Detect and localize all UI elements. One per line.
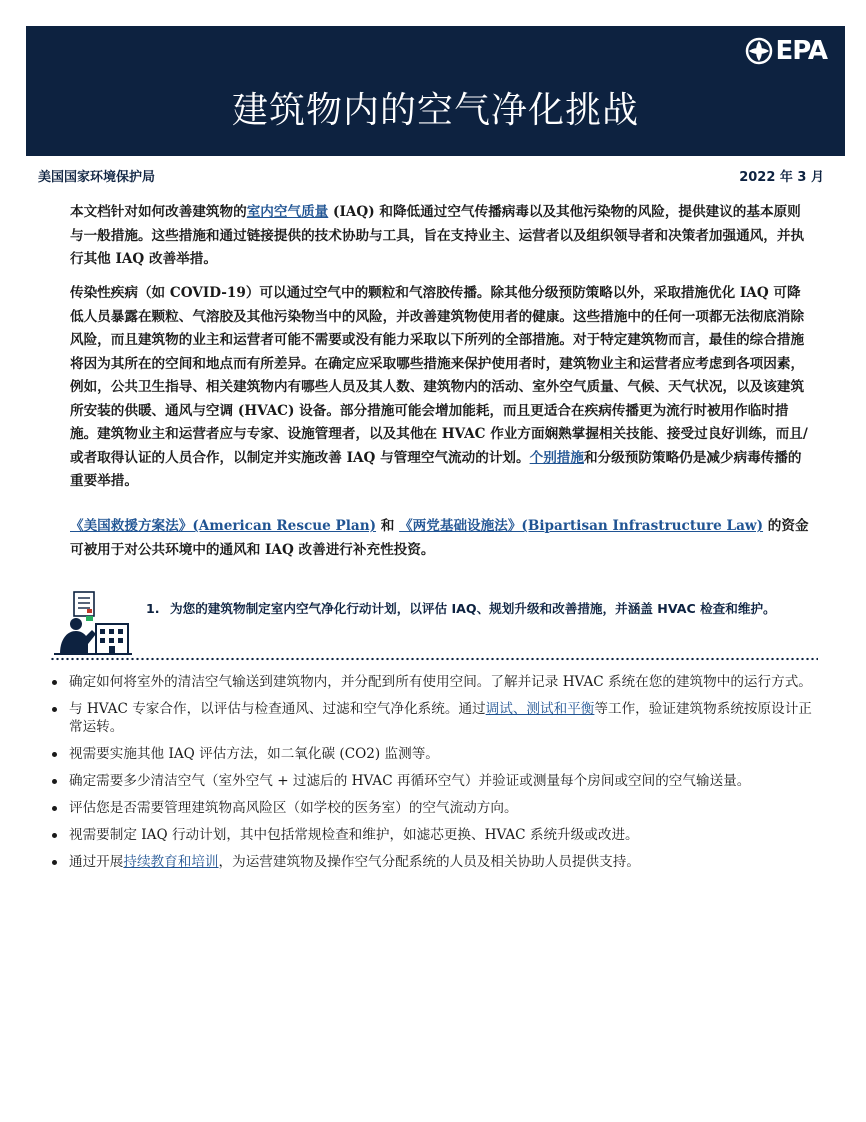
step-1-heading xyxy=(146,599,806,619)
bullet-text: 确定需要多少清洁空气（室外空气 + 过滤后的 HVAC 再循环空气）并验证或测量每个房间或空间的空气输送量。 xyxy=(69,773,751,789)
funding-paragraph xyxy=(70,515,810,562)
list-item xyxy=(48,772,818,790)
header-banner xyxy=(26,26,845,156)
agency-name: 美国国家环境保护局 xyxy=(38,170,156,185)
epa-flower-icon xyxy=(745,37,773,65)
funding-text-end: 的资金可被用于对公共环境中的通风和 IAQ 改善进行补充性投资。 xyxy=(70,518,809,558)
list-item xyxy=(48,826,818,844)
bullet-text: 视需要制定 IAQ 行动计划，其中包括常规检查和维护，如滤芯更换、HVAC 系统升级或改进。 xyxy=(69,827,639,843)
bullet-text: 通过开展 xyxy=(69,854,124,870)
intro-paragraph xyxy=(70,201,810,272)
list-item xyxy=(48,673,818,691)
individual-measures-link[interactable]: 个别措施 xyxy=(529,449,584,466)
iaq-link[interactable]: 室内空气质量 xyxy=(246,204,329,220)
funding-text-mid: 和 xyxy=(376,518,400,534)
disease-paragraph xyxy=(70,282,810,494)
bipartisan-infrastructure-law-link[interactable]: 《两党基础设施法》(Bipartisan Infrastructure Law) xyxy=(399,518,764,534)
bullet-text: 视需要实施其他 IAQ 评估方法，如二氧化碳 (CO2) 监测等。 xyxy=(69,746,439,762)
dotted-divider xyxy=(50,657,818,661)
list-item xyxy=(48,745,818,763)
list-item xyxy=(48,853,818,871)
meta-row xyxy=(38,166,824,185)
epa-logo-text: EPA xyxy=(775,36,827,66)
epa-logo[interactable] xyxy=(745,36,827,66)
step-number: 1. xyxy=(146,601,160,616)
american-rescue-plan-link[interactable]: 《美国救援方案法》(American Rescue Plan) xyxy=(70,518,377,534)
building-planning-icon xyxy=(50,590,134,656)
bullet-text: 评估您是否需要管理建筑物高风险区（如学校的医务室）的空气流动方向。 xyxy=(69,800,518,816)
list-item xyxy=(48,700,818,736)
disease-text-end: 和分级预防策略仍是减少病毒传播的重要举措。 xyxy=(70,449,802,489)
bullet-text: 等工作，验证建筑物系统按原设计正常运转。 xyxy=(69,701,812,735)
intro-text-start: 本文档针对如何改善建筑物的 xyxy=(70,204,247,220)
publish-date: 2022 年 3 月 xyxy=(739,170,824,185)
commissioning-testing-balancing-link[interactable]: 调试、测试和平衡 xyxy=(485,701,595,717)
bullet-text: ，为运营建筑物及操作空气分配系统的人员及相关协助人员提供支持。 xyxy=(218,854,640,870)
intro-text-end: (IAQ) 和降低通过空气传播病毒以及其他污染物的风险，提供建议的基本原则与一般措施。这些措施和通过链接提供的技术协助与工具，旨在支持业主、运营者以及组织领导者和决策者加强通风，并执行其他 IAQ 改善举措。 xyxy=(70,204,805,267)
disease-text-start: 传染性疾病（如 COVID-19）可以通过空气中的颗粒和气溶胶传播。除其他分级预防策略以外，采取措施优化 IAQ 可降低人员暴露在颗粒、气溶胶及其他污染物当中的风险，并改善建筑物使用者的健康。这些措施中的任何一项都无法彻底消除风险，而且建筑物的业主和运营者可能不需要或没有能力采取以下所列的全部措施。对于特定建筑物而言，最佳的综合措施将因为其所在的空间和地点而有所差异。在确定应采取哪些措施来保护使用者时，建筑物业主和运营者应考虑到各项因素，例如，公共卫生指导、相关建筑物内有哪些人员及其人数、建筑物内的活动、室外空气质量、气候、天气状况，以及该建筑所安装的供暖、通风与空调 (HVAC) 设备。部分措施可能会增加能耗，而且更适合在疾病传播更为流行时被用作临时措施。建筑物业主和运营者应与专家、设施管理者，以及其他在 HVAC 作业方面娴熟掌握相关技能、接受过良好训练，而且/或者取得认证的人员合作，以制定并实施改善 IAQ 与管理空气流动的计划。 xyxy=(70,285,808,466)
education-training-link[interactable]: 持续教育和培训 xyxy=(123,854,219,870)
bullet-list xyxy=(48,673,818,880)
document-title: 建筑物内的空气净化挑战 xyxy=(231,90,639,131)
bullet-text: 与 HVAC 专家合作，以评估与检查通风、过滤和空气净化系统。通过 xyxy=(69,701,486,717)
step-text: 为您的建筑物制定室内空气净化行动计划，以评估 IAQ、规划升级和改善措施，并涵盖 HVAC 检查和维护。 xyxy=(170,601,776,616)
bullet-text: 确定如何将室外的清洁空气输送到建筑物内，并分配到所有使用空间。了解并记录 HVAC 系统在您的建筑物中的运行方式。 xyxy=(69,674,812,690)
list-item xyxy=(48,799,818,817)
